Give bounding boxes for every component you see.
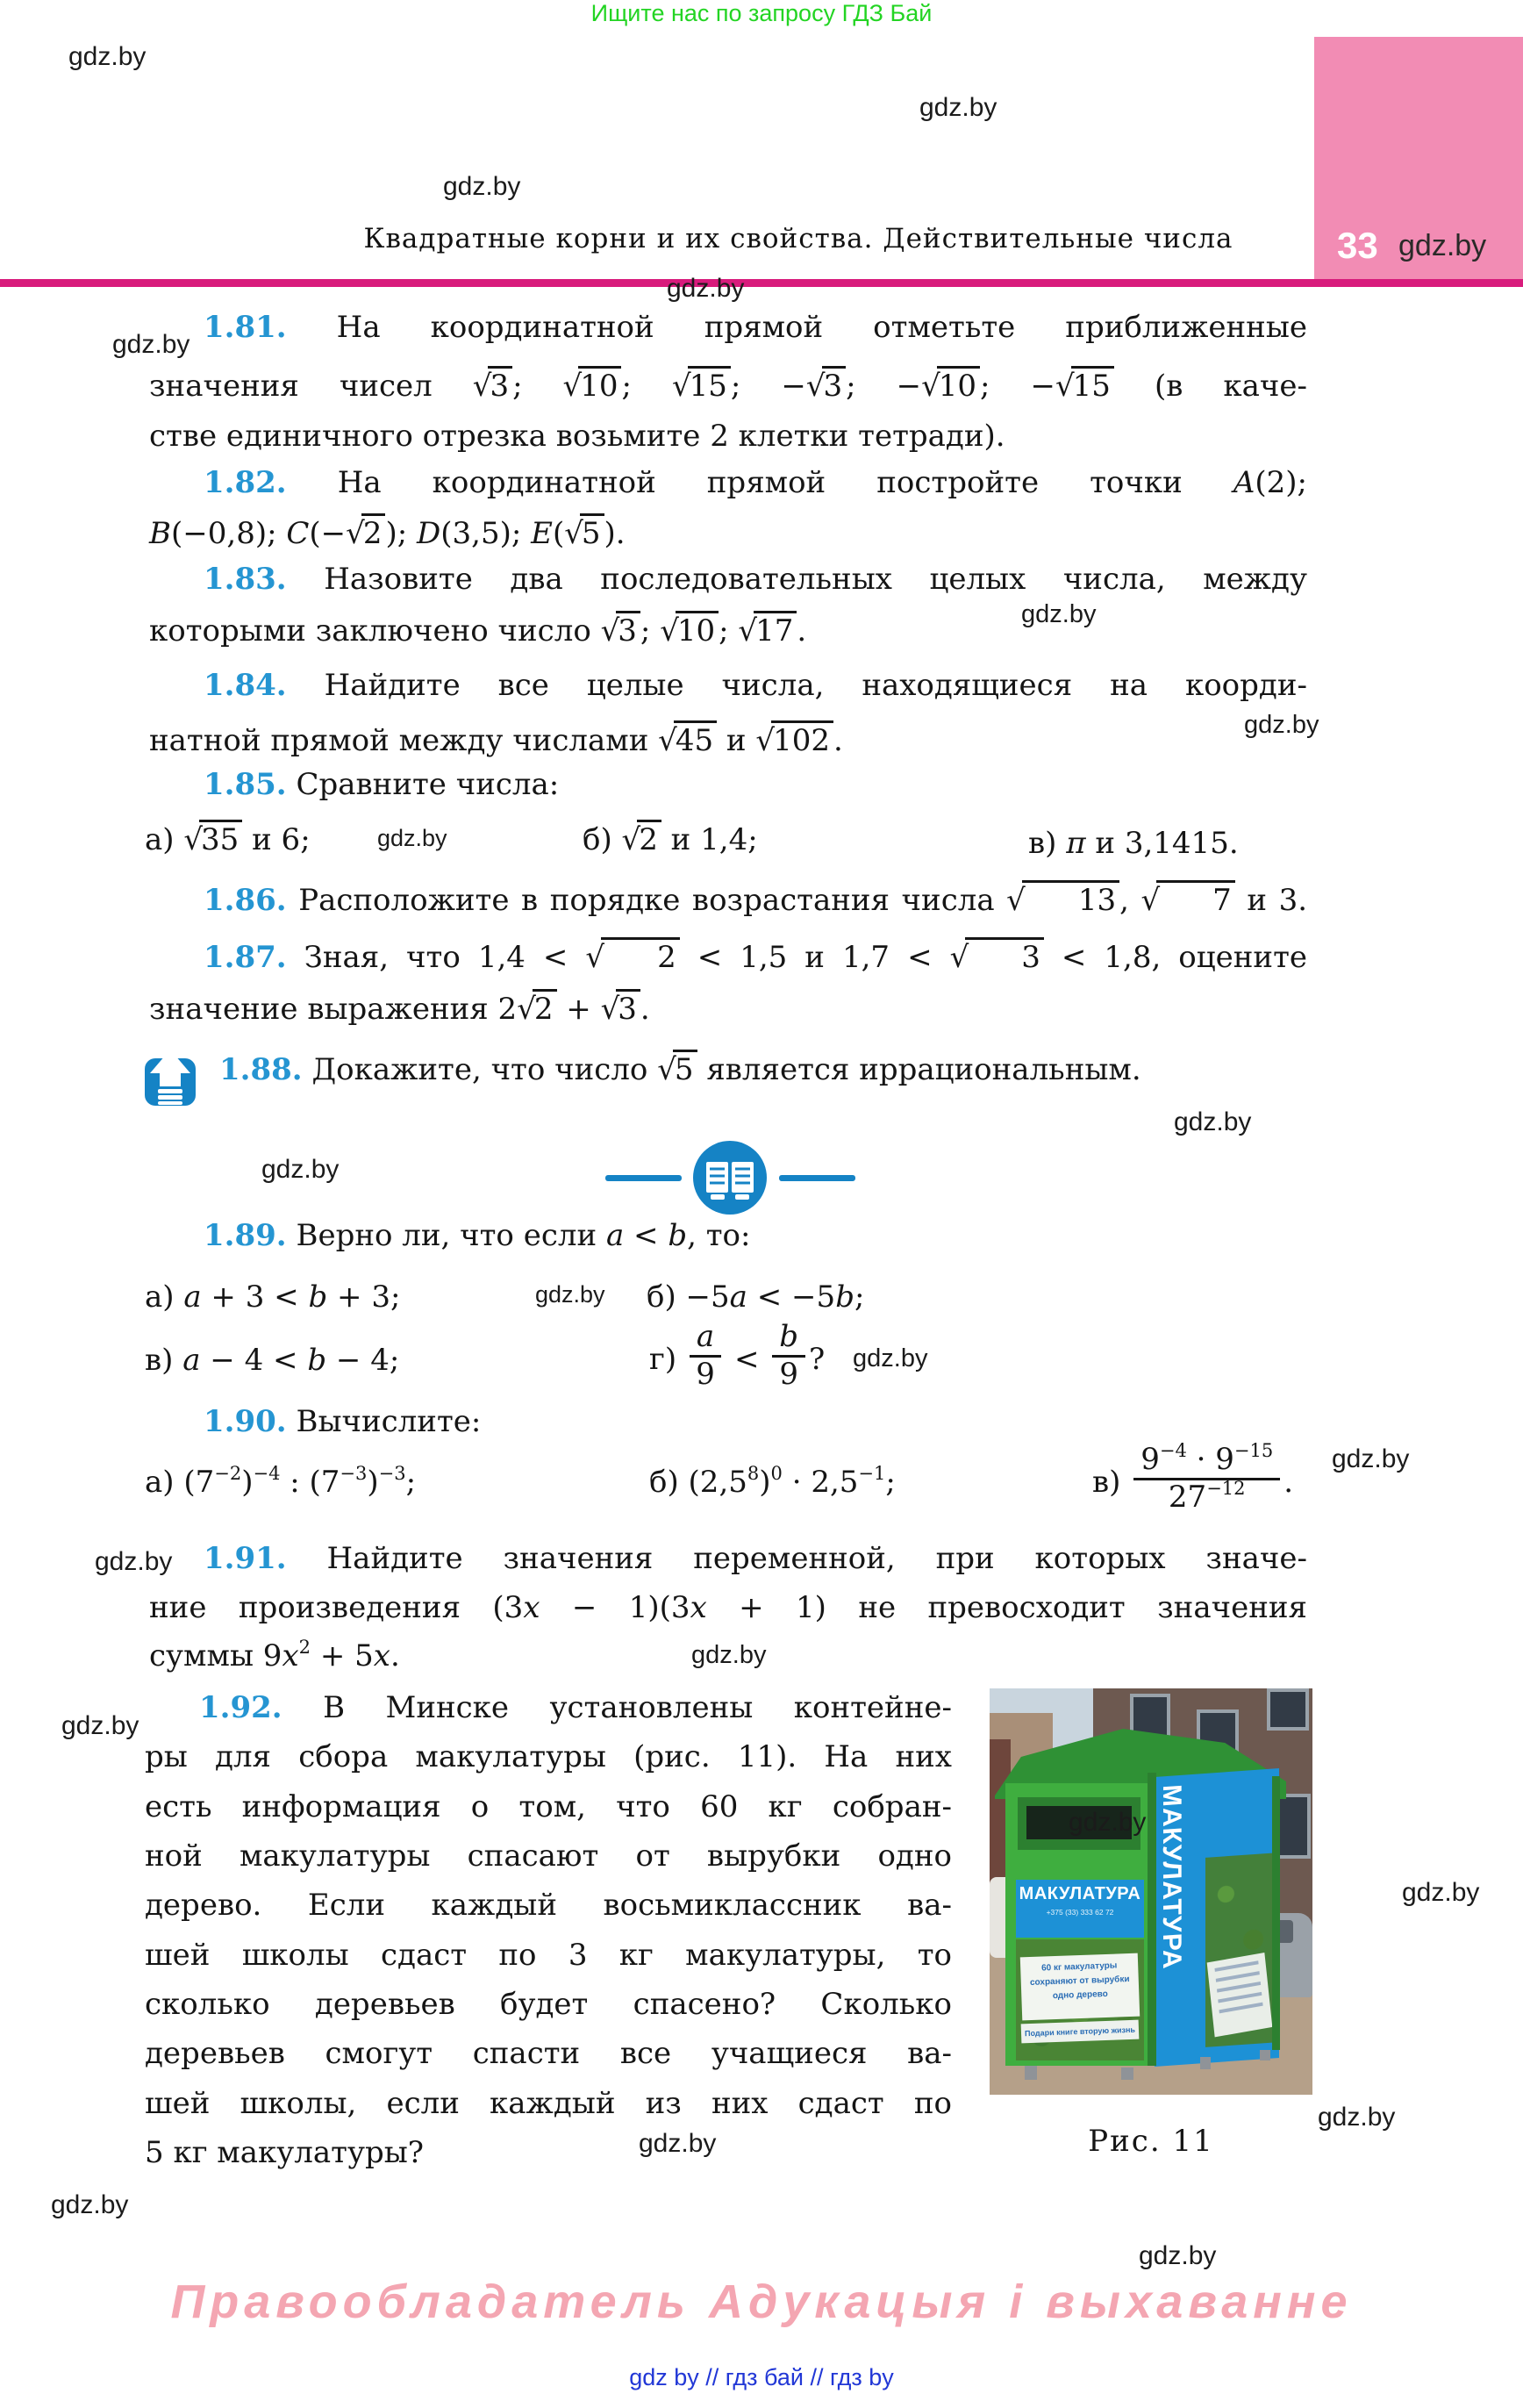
square-root: √2 bbox=[622, 822, 661, 857]
exercise-line-1.91: ние произведения (3x − 1)(3x + 1) не превосходит значения bbox=[149, 1590, 1307, 1625]
exercise-line-1.85: б) √2 и 1,4; bbox=[583, 820, 758, 859]
square-root: √17 bbox=[738, 613, 797, 649]
watermark: gdz.by bbox=[1398, 229, 1487, 262]
watermark: gdz.by bbox=[1318, 2103, 1396, 2132]
square-root: √10 bbox=[660, 613, 719, 649]
watermark: gdz.by bbox=[68, 42, 147, 71]
square-root: √102 bbox=[755, 723, 833, 758]
figure-photo-recycling-container bbox=[990, 1688, 1312, 2095]
exponent: 0 bbox=[770, 1463, 783, 1484]
math-variable: x bbox=[373, 1638, 390, 1673]
exercise-line-1.89: 1.89. Верно ли, что если a < b, то: bbox=[204, 1218, 751, 1253]
math-variable: A bbox=[1233, 465, 1255, 500]
watermark: gdz.by bbox=[919, 93, 997, 122]
sign-line: одно дерево bbox=[1052, 1989, 1108, 2002]
exercise-line-1.92: дерево. Если каждый восьмиклассник ва- bbox=[145, 1888, 952, 1923]
exercise-line-1.92: ной макулатуры спасают от вырубки одно bbox=[145, 1838, 952, 1874]
exponent: −12 bbox=[1206, 1477, 1246, 1499]
square-root: √2 bbox=[517, 992, 556, 1027]
exercise-line-1.85: а) √35 и 6; bbox=[145, 820, 311, 859]
exercise-number: 1.81. bbox=[204, 310, 287, 345]
container-front-panel bbox=[1016, 1880, 1144, 1938]
exercise-number: 1.87. bbox=[204, 940, 287, 975]
watermark: gdz.by bbox=[535, 1281, 605, 1308]
exercise-line-1.90: а) $(7^{-2})^{-4}$ : $(7^{-3})^{-3}$; bbox=[145, 1463, 417, 1500]
container-side-sign bbox=[1207, 1953, 1273, 2037]
math-variable: a bbox=[696, 1319, 715, 1354]
watermark: gdz.by bbox=[1069, 1808, 1147, 1837]
page-number-box bbox=[1314, 37, 1523, 279]
exercise-number: 1.86. bbox=[204, 883, 287, 918]
challenge-task-icon bbox=[145, 1050, 196, 1106]
fraction: $\frac{b}{9}$ bbox=[772, 1322, 805, 1390]
promo-banner-text: Ищите нас по запросу ГДЗ Бай bbox=[590, 0, 933, 26]
exercise-line-1.92: сколько деревьев будет спасено? Сколько bbox=[145, 1987, 952, 2022]
math-variable: a bbox=[605, 1218, 625, 1253]
math-variable: b bbox=[308, 1279, 328, 1315]
exercise-line-1.89: г) $\frac{a}{9}$ < $\frac{b}{9}$ ? bbox=[649, 1319, 826, 1392]
exercise-number: 1.92. bbox=[199, 1690, 282, 1725]
exercise-line-1.92: есть информация о том, что 60 кг собран- bbox=[145, 1789, 952, 1824]
exponent: −3 bbox=[340, 1463, 368, 1484]
exercise-line-1.85: 1.85. Сравните числа: bbox=[204, 767, 560, 802]
watermark: gdz.by bbox=[639, 2129, 717, 2158]
container-leg bbox=[1121, 2068, 1133, 2080]
exponent: −2 bbox=[214, 1463, 242, 1484]
math-variable: x bbox=[690, 1590, 707, 1625]
watermark: gdz.by bbox=[1332, 1444, 1410, 1473]
sign-line: сохраняют от вырубки bbox=[1029, 1974, 1130, 1988]
watermark: gdz.by bbox=[853, 1344, 928, 1372]
exercise-line-1.84: натной прямой между числами √45 и √102 . bbox=[149, 720, 1307, 760]
exercise-line-1.91: суммы $9x^2 + 5x$. bbox=[149, 1637, 400, 1673]
exercise-number: 1.82. bbox=[204, 465, 287, 500]
page-number: 33 bbox=[1337, 225, 1378, 266]
divider-bar-left bbox=[605, 1175, 682, 1181]
math-variable: a bbox=[183, 1279, 202, 1315]
exponent: −3 bbox=[378, 1463, 406, 1484]
square-root: √ 3 bbox=[950, 940, 1044, 975]
exercise-line-1.90: 1.90. Вычислите: bbox=[204, 1404, 482, 1439]
open-book-icon bbox=[693, 1141, 767, 1215]
exercise-line-1.91: 1.91. Найдите значения переменной, при которых значе- bbox=[204, 1541, 1307, 1576]
square-root: √5 bbox=[564, 516, 604, 551]
exercise-line-1.92: шей школы, если каждый из них сдаст по bbox=[145, 2086, 952, 2121]
footer-links[interactable]: gdz by // гдз бай // гдз by bbox=[629, 2364, 894, 2390]
square-root: √3 bbox=[806, 369, 846, 404]
math-variable: b bbox=[779, 1319, 799, 1354]
container-side-label: МАКУЛАТУРА bbox=[1157, 1783, 1186, 1971]
square-root: √10 bbox=[563, 369, 622, 404]
exponent: −4 bbox=[253, 1463, 281, 1484]
container-edge bbox=[1148, 1773, 1156, 2066]
container-leg bbox=[1260, 2050, 1270, 2060]
exercise-line-1.92: шей школы сдаст по 3 кг макулатуры, то bbox=[145, 1938, 952, 1973]
window bbox=[1267, 1688, 1309, 1731]
math-variable: D bbox=[416, 516, 441, 551]
exercise-line-1.90: в) $\frac{9^{-4} \cdot 9^{-15}}{27^{-12}}$ . bbox=[1092, 1440, 1294, 1515]
square-root: √3 bbox=[473, 369, 512, 404]
container-slogan-sign: Подари книге вторую жизнь bbox=[1021, 2020, 1140, 2044]
divider-bar-right bbox=[779, 1175, 855, 1181]
square-root: √15 bbox=[1055, 369, 1114, 404]
math-variable: E bbox=[531, 516, 553, 551]
exercise-line-1.89: б) −5a < −5b; bbox=[647, 1279, 865, 1315]
exercise-line-1.90: б) $(2,5^8)^0 \cdot 2,5^{-1}$; bbox=[649, 1463, 896, 1500]
exercise-number: 1.89. bbox=[204, 1218, 287, 1253]
exponent: −4 bbox=[1159, 1440, 1187, 1461]
exercise-line-1.92: ры для сбора макулатуры (рис. 11). На них bbox=[145, 1739, 952, 1774]
watermark: gdz.by bbox=[1402, 1878, 1480, 1907]
math-variable: x bbox=[282, 1638, 299, 1673]
exercise-line-1.89: а) a + 3 < b + 3; bbox=[145, 1279, 401, 1315]
exercise-number: 1.88. bbox=[219, 1052, 303, 1087]
watermark: gdz.by bbox=[377, 825, 447, 851]
watermark: gdz.by bbox=[1139, 2241, 1217, 2270]
figure-caption: Рис. 11 bbox=[1088, 2124, 1214, 2159]
math-variable: b bbox=[668, 1218, 688, 1253]
math-variable: a bbox=[182, 1343, 201, 1378]
square-root: √3 bbox=[601, 613, 640, 649]
container-phone: +375 (33) 333 62 72 bbox=[1046, 1908, 1114, 1917]
square-root: √35 bbox=[183, 822, 242, 857]
watermark: gdz.by bbox=[1244, 711, 1319, 739]
watermark: gdz.by bbox=[112, 330, 190, 359]
square-root: √ 13 bbox=[1006, 883, 1119, 918]
container-info-sign bbox=[1020, 1953, 1140, 2021]
container-front-label: МАКУЛАТУРА bbox=[1019, 1884, 1141, 1903]
exercise-line-1.88: 1.88. Докажите, что число √5 является иррациональным. bbox=[219, 1050, 1141, 1089]
exercise-line-1.81: 1.81. На координатной прямой отметьте приближенные bbox=[204, 310, 1307, 345]
exponent: 2 bbox=[298, 1637, 311, 1658]
square-root: √45 bbox=[658, 723, 717, 758]
exercise-line-1.86: 1.86. Расположите в порядке возрастания числа √ 13 , √ 7 и 3. bbox=[149, 880, 1307, 920]
math-variable: a bbox=[729, 1279, 747, 1315]
watermark: gdz.by bbox=[1174, 1107, 1252, 1136]
container-side bbox=[1155, 1768, 1279, 2067]
exercise-line-1.84: 1.84. Найдите все целые числа, находящиеся на коорди- bbox=[204, 668, 1307, 703]
math-variable: b bbox=[835, 1279, 854, 1315]
exercise-number: 1.85. bbox=[204, 767, 287, 802]
exponent: −15 bbox=[1233, 1440, 1274, 1461]
sign-line: 60 кг макулатуры bbox=[1040, 1960, 1118, 1974]
exercise-number: 1.91. bbox=[204, 1541, 287, 1576]
exercise-line-1.83: которыми заключено число √3 ; √10 ; √17 . bbox=[149, 611, 1307, 650]
exercise-line-1.92: 1.92. В Минске установлены контейне- bbox=[199, 1690, 952, 1725]
container-edge bbox=[1272, 1776, 1280, 2050]
square-root: √2 bbox=[346, 516, 385, 551]
math-variable: b bbox=[307, 1343, 327, 1378]
exponent: 8 bbox=[747, 1463, 760, 1484]
exercise-line-1.87: значение выражения 2√2 + √3 . bbox=[149, 989, 1307, 1028]
watermark: gdz.by bbox=[51, 2190, 129, 2219]
watermark: gdz.by bbox=[1021, 600, 1097, 628]
copyright-notice: Правообладатель Адукацыя і выхаванне bbox=[170, 2275, 1353, 2328]
container-leg bbox=[1200, 2057, 1211, 2069]
square-root: √ 7 bbox=[1140, 883, 1234, 918]
square-root: √ 2 bbox=[585, 940, 679, 975]
exercise-line-1.92: деревьев смогут спасти все учащиеся ва- bbox=[145, 2036, 952, 2071]
exercise-number: 1.84. bbox=[204, 668, 287, 703]
exponent: −1 bbox=[858, 1463, 886, 1484]
fraction: $\frac{9^{-4} \cdot 9^{-15}}{27^{-12}}$ bbox=[1133, 1444, 1280, 1513]
watermark: gdz.by bbox=[95, 1547, 173, 1576]
exercise-number: 1.83. bbox=[204, 562, 287, 597]
header-rule bbox=[0, 279, 1523, 287]
exercise-line-1.81: значения чисел √3 ; √10 ; √15 ; −√3 ; −√10 ; −√15 (в каче- bbox=[149, 366, 1307, 405]
exercise-line-1.87: 1.87. Зная, что 1,4 < √ 2 < 1,5 и 1,7 < √ 3 < 1,8, оцените bbox=[149, 937, 1307, 977]
square-root: √3 bbox=[601, 992, 640, 1027]
square-root: √5 bbox=[657, 1052, 697, 1087]
exercise-line-1.82: B(−0,8); C(−√2 ); D(3,5); E(√5 ). bbox=[149, 513, 1307, 553]
exercise-line-1.92: 5 кг макулатуры? bbox=[145, 2135, 425, 2170]
math-variable: x bbox=[523, 1590, 540, 1625]
exercise-number: 1.90. bbox=[204, 1404, 287, 1439]
exercise-line-1.82: 1.82. На координатной прямой постройте точки A(2); bbox=[204, 465, 1307, 500]
square-root: √15 bbox=[672, 369, 731, 404]
watermark: gdz.by bbox=[443, 172, 521, 201]
exercise-line-1.83: 1.83. Назовите два последовательных целых числа, между bbox=[204, 562, 1307, 597]
watermark: gdz.by bbox=[691, 1641, 767, 1669]
watermark: gdz.by bbox=[261, 1155, 340, 1184]
square-root: √10 bbox=[921, 369, 980, 404]
exercise-line-1.89: в) a − 4 < b − 4; bbox=[145, 1343, 400, 1378]
math-variable: π bbox=[1066, 826, 1086, 861]
exercise-line-1.85: в) π и 3,1415. bbox=[1028, 826, 1239, 861]
exercise-line-1.81: стве единичного отрезка возьмите 2 клетки тетради). bbox=[149, 419, 1005, 454]
math-variable: B bbox=[149, 516, 171, 551]
watermark: gdz.by bbox=[61, 1711, 139, 1740]
fraction: $\frac{a}{9}$ bbox=[690, 1322, 721, 1390]
math-variable: C bbox=[286, 516, 310, 551]
watermark: gdz.by bbox=[667, 274, 745, 303]
container-leg bbox=[1025, 2066, 1037, 2080]
running-head-title: Квадратные корни и их свойства. Действительные числа bbox=[363, 223, 1233, 254]
